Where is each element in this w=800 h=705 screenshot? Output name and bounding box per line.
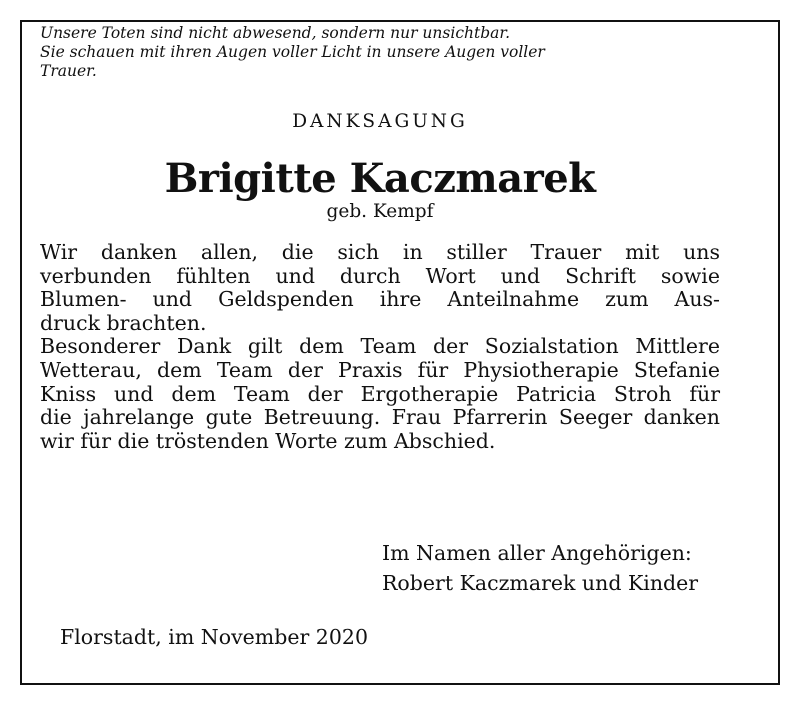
thanks-line: verbunden fühlten und durch Wort und Schrift sowie <box>40 263 720 288</box>
thanks-line: Kniss und dem Team der Ergotherapie Patricia Stroh für <box>40 381 720 406</box>
thanks-line: Blumen- und Geldspenden ihre Anteilnahme zum Aus- <box>40 287 720 312</box>
thanks-line: wir für die tröstenden Worte zum Abschied. <box>40 428 496 453</box>
thanks-line: Wetterau, dem Team der Praxis für Physiotherapie Stefanie <box>40 357 720 382</box>
notice-heading: DANKSAGUNG <box>292 111 468 132</box>
notice-content <box>40 24 720 453</box>
signature-line: Robert Kaczmarek und Kinder <box>382 571 699 595</box>
thanks-line: Wir danken allen, die sich in stiller Trauer mit uns <box>40 240 720 264</box>
signature-block <box>382 538 698 598</box>
motto-line: Sie schauen mit ihren Augen voller Licht in unsere Augen voller <box>40 43 545 61</box>
maiden-name: geb. Kempf <box>326 201 434 222</box>
thanks-text <box>40 241 720 453</box>
motto-line: Trauer. <box>40 62 97 80</box>
thanks-line: Besonderer Dank gilt dem Team der Sozialstation Mittlere <box>40 334 720 359</box>
motto <box>40 24 720 81</box>
deceased-name: Brigitte Kaczmarek <box>164 155 596 202</box>
thanks-line: die jahrelange gute Betreuung. Frau Pfarrerin Seeger danken <box>40 405 720 430</box>
signature-line: Im Namen aller Angehörigen: <box>382 541 692 565</box>
motto-line: Unsere Toten sind nicht abwesend, sondern nur unsichtbar. <box>40 24 511 42</box>
thanks-line: druck brachten. <box>40 310 207 335</box>
place-date: Florstadt, im November 2020 <box>60 625 368 649</box>
